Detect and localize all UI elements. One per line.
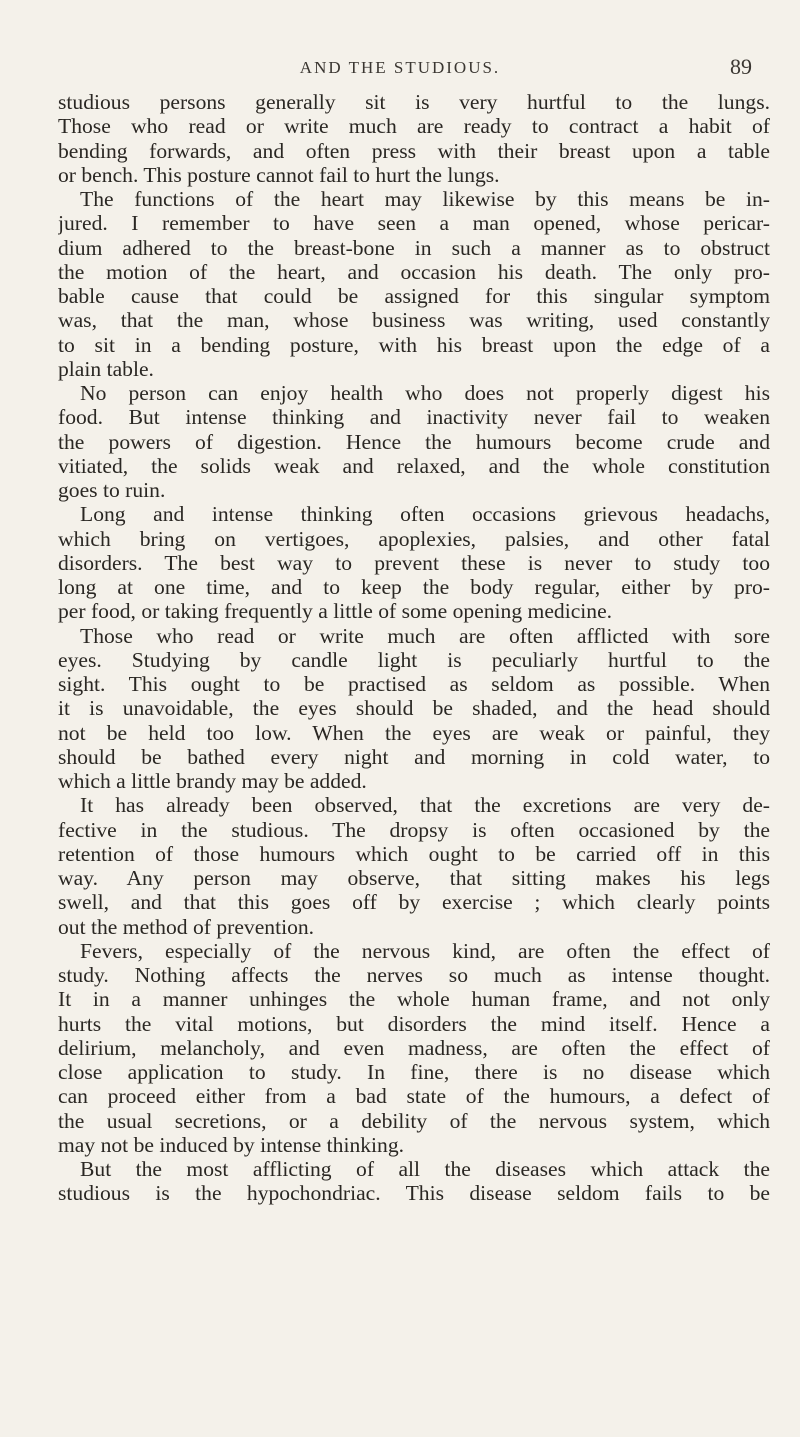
text-line: to sit in a bending posture, with his breast upon the edge of a [58, 332, 770, 357]
text-line: it is unavoidable, the eyes should be shaded, and the head should [58, 696, 770, 721]
text-line: the usual secretions, or a debility of the nervous system, which [58, 1108, 770, 1133]
text-line: the motion of the heart, and occasion his death. The only pro- [58, 259, 770, 284]
text-line: Fevers, especially of the nervous kind, are often the effect of [80, 938, 770, 963]
text-line: plain table. [58, 356, 154, 381]
text-line: studious is the hypochondriac. This disease seldom fails to be [58, 1181, 770, 1206]
text-line: not be held too low. When the eyes are weak or painful, they [58, 720, 770, 745]
text-line: which bring on vertigoes, apoplexies, palsies, and other fatal [58, 526, 770, 551]
text-line: hurts the vital motions, but disorders the mind itself. Hence a [58, 1011, 770, 1036]
running-head [0, 54, 800, 88]
body-text [58, 90, 770, 1206]
text-line: out the method of prevention. [58, 914, 315, 939]
text-line: long at one time, and to keep the body regular, either by pro- [58, 575, 770, 599]
text-line: which a little brandy may be added. [58, 769, 367, 793]
text-line: can proceed either from a bad state of the humours, a defect of [58, 1084, 770, 1109]
text-line: food. But intense thinking and inactivity never fail to weaken [58, 405, 770, 430]
text-line: sight. This ought to be practised as seldom as possible. When [58, 672, 770, 696]
running-title: AND THE STUDIOUS. [299, 58, 501, 77]
text-line: No person can enjoy health who does not properly digest his [80, 381, 770, 405]
text-line: studious persons generally sit is very hurtful to the lungs. [58, 90, 770, 114]
text-line: goes to ruin. [58, 478, 166, 502]
text-line: It in a manner unhinges the whole human frame, and not only [58, 987, 770, 1012]
text-line: bending forwards, and often press with their breast upon a table [58, 138, 770, 163]
text-line: It has already been observed, that the excretions are very de- [80, 793, 770, 818]
text-line: retention of those humours which ought to be carried off in this [58, 841, 770, 866]
text-line: close application to study. In fine, there is no disease which [58, 1060, 770, 1084]
text-line: jured. I remember to have seen a man opened, whose pericar- [58, 211, 770, 236]
text-line: swell, and that this goes off by exercise ; which clearly points [58, 890, 770, 915]
text-line: should be bathed every night and morning in cold water, to [58, 744, 770, 769]
page-number: 89 [730, 54, 752, 79]
text-line: bable cause that could be assigned for this singular symptom [58, 284, 770, 308]
text-line: per food, or taking frequently a little of some opening medicine. [58, 599, 613, 624]
text-line: delirium, melancholy, and even madness, are often the effect of [58, 1035, 770, 1060]
text-line: may not be induced by intense thinking. [58, 1132, 405, 1157]
text-line: was, that the man, whose business was writing, used constantly [58, 308, 770, 333]
text-line: way. Any person may observe, that sitting makes his legs [58, 866, 770, 890]
text-line: study. Nothing affects the nerves so much as intense thought. [58, 963, 770, 987]
text-line: But the most afflicting of all the diseases which attack the [80, 1157, 770, 1181]
text-line: the powers of digestion. Hence the humours become crude and [58, 429, 770, 454]
text-line: The functions of the heart may likewise by this means be in- [80, 187, 770, 211]
text-line: Those who read or write much are often afflicted with sore [80, 623, 770, 648]
text-line: vitiated, the solids weak and relaxed, and the whole constitution [58, 453, 770, 478]
text-line: or bench. This posture cannot fail to hurt the lungs. [58, 162, 500, 187]
text-line: disorders. The best way to prevent these is never to study too [58, 550, 770, 575]
text-line: eyes. Studying by candle light is peculiarly hurtful to the [58, 647, 770, 672]
text-line: Long and intense thinking often occasions grievous headachs, [80, 502, 770, 527]
text-line: Those who read or write much are ready to contract a habit of [58, 114, 770, 139]
text-line: fective in the studious. The dropsy is often occasioned by the [58, 817, 770, 842]
text-line: dium adhered to the breast-bone in such a manner as to obstruct [58, 235, 770, 260]
